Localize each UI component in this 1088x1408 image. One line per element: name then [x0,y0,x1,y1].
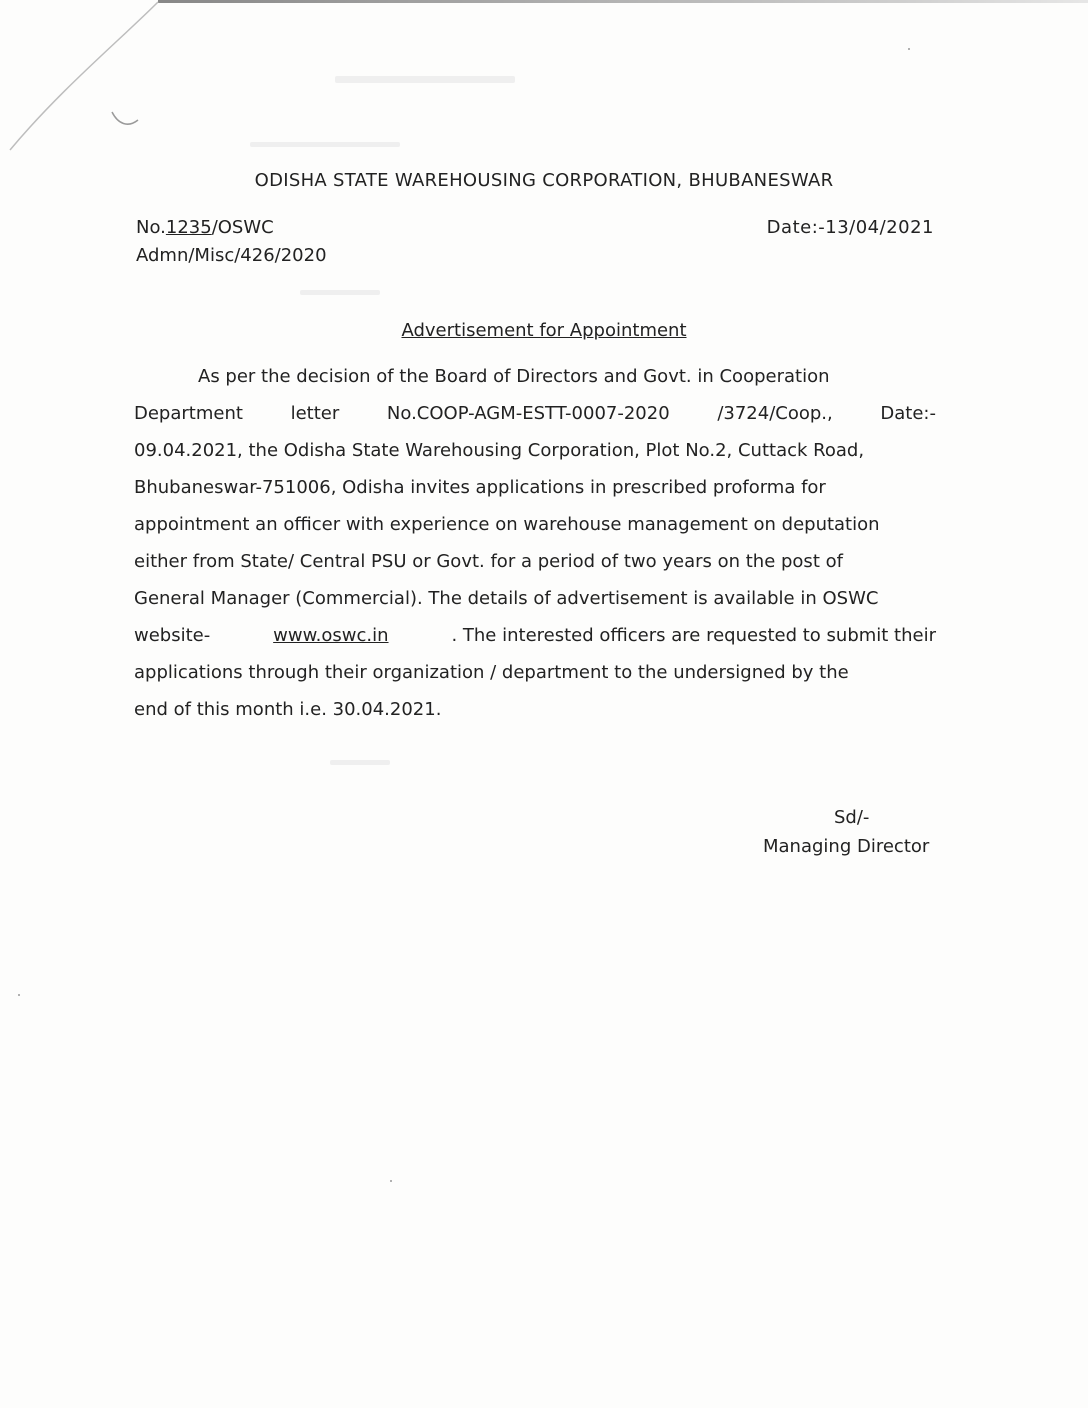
body-line [134,438,936,475]
reference-number [136,217,274,238]
scan-top-edge [158,0,1088,3]
letter-number: No.COOP-AGM-ESTT-0007-2020 [386,403,670,424]
subject-heading: Advertisement for Appointment [401,320,687,341]
signature-mark: Sd/- [834,807,870,828]
body-line [134,660,936,697]
body-line-text: end of this month i.e. 30.04.2021. [134,699,442,720]
body-line [134,697,936,734]
folded-corner-mark [0,0,170,160]
reference-prefix: No. [136,217,166,238]
organization-heading: ODISHA STATE WAREHOUSING CORPORATION, BHUBANESWAR [254,170,834,191]
reference-number-value: 1235 [165,217,212,238]
scan-speck [908,48,910,50]
body-line-text: applications through their organization / department to the undersigned by the [134,662,849,683]
bleed-through-mark [335,76,515,83]
scan-speck [390,1180,392,1182]
bleed-through-mark [330,760,390,765]
letter-date: Date:-13/04/2021 [766,217,934,238]
body-line-text: . The interested officers are requested to submit their [451,625,936,646]
file-reference: Admn/Misc/426/2020 [136,245,327,266]
body-word: Department [134,403,243,424]
reference-suffix: /OSWC [211,217,274,238]
scan-speck [18,994,20,996]
website-link[interactable]: www.oswc.in [273,625,389,646]
body-line [134,586,936,623]
body-word: letter [290,403,340,424]
body-line [134,549,936,586]
body-line-text: appointment an officer with experience on warehouse management on deputation [134,514,880,535]
body-line-text: either from State/ Central PSU or Govt. for a period of two years on the post of [134,551,843,572]
body-line [134,512,936,549]
body-line-text: 09.04.2021, the Odisha State Warehousing Corporation, Plot No.2, Cuttack Road, [134,440,865,461]
body-word: Date:- [880,403,936,424]
body-line [134,364,936,401]
body-word: /3724/Coop., [717,403,833,424]
body-line [134,401,936,438]
body-word: website- [134,625,211,646]
body-paragraph [134,364,936,734]
body-line-text: As per the decision of the Board of Directors and Govt. in Cooperation [198,366,830,387]
bleed-through-mark [250,142,400,147]
body-line-text: Bhubaneswar-751006, Odisha invites applications in prescribed proforma for [134,477,826,498]
signatory-title: Managing Director [763,836,930,857]
body-line [134,475,936,512]
body-line [134,623,936,660]
body-line-text: General Manager (Commercial). The details of advertisement is available in OSWC [134,588,879,609]
bleed-through-mark [300,290,380,295]
